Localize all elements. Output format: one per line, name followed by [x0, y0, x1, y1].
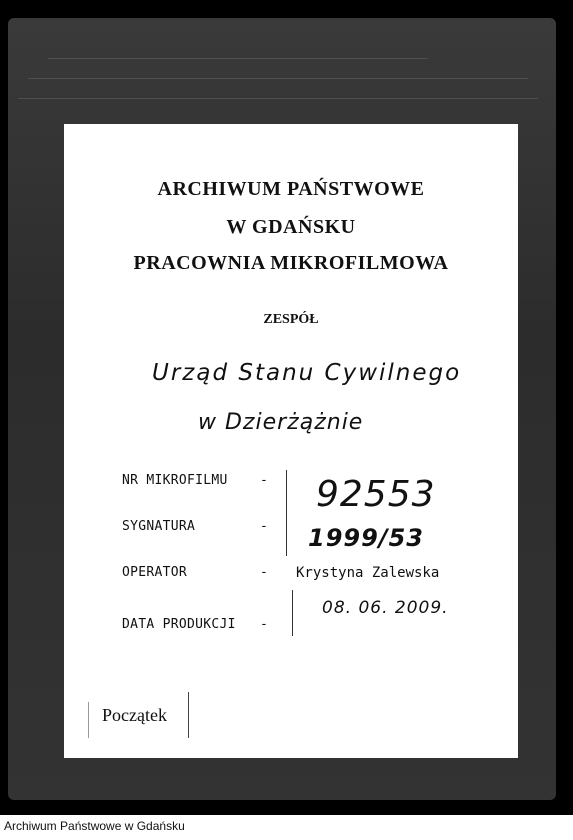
field-divider [286, 470, 287, 556]
operator-label: OPERATOR [122, 565, 188, 580]
zespol-name-line2: w Dzierżążnie [198, 410, 364, 435]
sygnatura-value: 1999/53 [308, 524, 424, 552]
nr-mikrofilmu-dash: - [260, 473, 268, 488]
start-divider-left [88, 702, 89, 738]
archive-footer: Archiwum Państwowe w Gdańsku [4, 819, 185, 833]
film-scratch [18, 98, 538, 99]
date-divider [292, 590, 293, 636]
sygnatura-dash: - [260, 519, 268, 534]
document-card [64, 124, 518, 758]
archive-title: ARCHIWUM PAŃSTWOWE [157, 178, 425, 200]
sygnatura-label: SYGNATURA [122, 519, 196, 534]
nr-mikrofilmu-label: NR MIKROFILMU [122, 473, 228, 488]
nr-mikrofilmu-value: 92553 [316, 474, 436, 515]
data-produkcji-label: DATA PRODUKCJI [122, 617, 236, 632]
data-produkcji-value: 08. 06. 2009. [322, 598, 449, 618]
archive-department: PRACOWNIA MIKROFILMOWA [133, 252, 449, 274]
operator-value: Krystyna Zalewska [296, 565, 440, 581]
film-scratch [28, 78, 528, 79]
film-scratch [48, 58, 428, 59]
data-produkcji-dash: - [260, 617, 268, 632]
start-divider [188, 692, 189, 738]
operator-dash: - [260, 565, 268, 580]
zespol-name-line1: Urząd Stanu Cywilnego [152, 360, 462, 386]
start-label: Początek [102, 705, 167, 725]
zespol-label: ZESPÓŁ [263, 312, 319, 327]
archive-city: W GDAŃSKU [226, 216, 356, 238]
